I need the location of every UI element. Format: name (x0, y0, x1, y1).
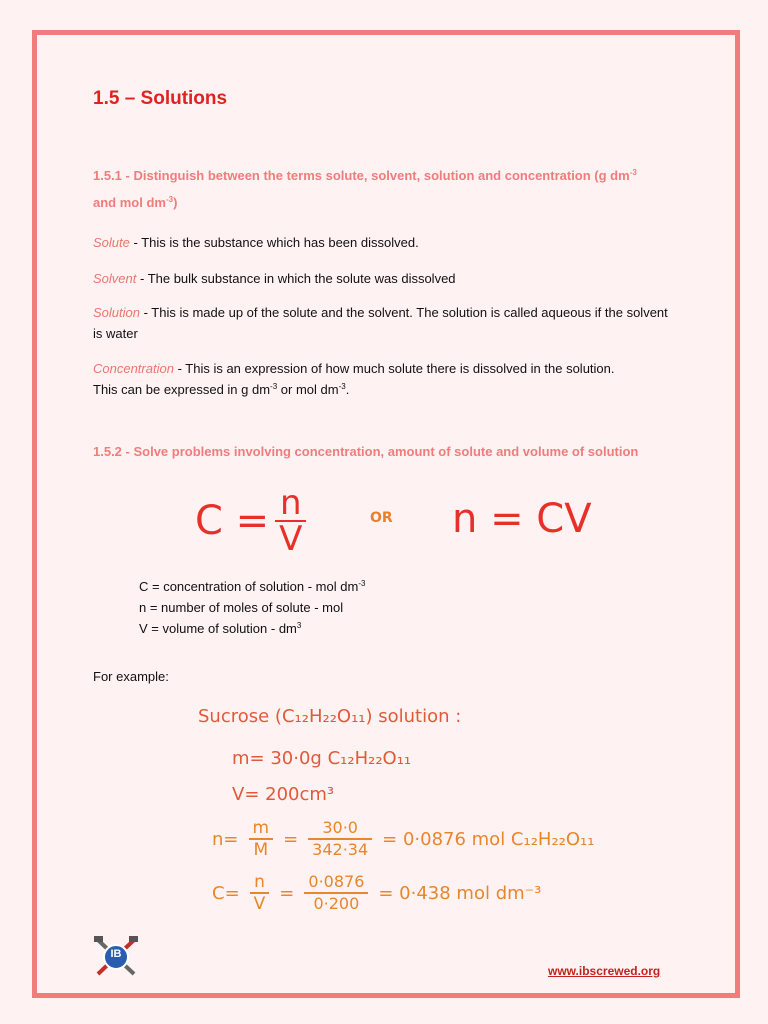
definition-solute (93, 232, 419, 253)
concentration-fraction-numeric (304, 872, 368, 914)
legend-item (139, 618, 365, 639)
definition-concentration (93, 358, 678, 400)
definition-solution (93, 302, 678, 344)
legend-item (139, 576, 365, 597)
example-line-moles (212, 818, 594, 860)
definition-text: - This is an expression of how much solute there is dissolved in the solution. (173, 361, 615, 376)
equals-sign: = (279, 882, 295, 904)
equals-sign: = (283, 828, 299, 850)
ib-logo-text: IB (110, 948, 122, 960)
fraction-numerator: n (250, 872, 270, 894)
formula-legend (139, 576, 365, 639)
definition-text: - The bulk substance in which the solute was dissolved (136, 271, 456, 286)
legend-text: V = volume of solution - dm (139, 621, 297, 636)
superscript: -3 (338, 382, 346, 391)
formula-or: OR (370, 510, 393, 526)
term-solute: Solute (93, 235, 130, 250)
fraction-numerator: 30·0 (308, 818, 372, 840)
section-1-title-text-2: and mol dm (93, 195, 166, 210)
definition-text: - This is made up of the solute and the solvent. The solution is called aqueous if the solvent is water (93, 305, 668, 341)
term-solvent: Solvent (93, 271, 137, 286)
footer-website-link[interactable]: www.ibscrewed.org (548, 964, 661, 978)
fraction-numerator: 0·0876 (304, 872, 368, 894)
formula-v: V (279, 519, 303, 559)
moles-lhs: n= (212, 828, 239, 850)
formula-c: C = (195, 498, 270, 544)
legend-item (139, 597, 365, 618)
term-solution: Solution (93, 305, 140, 320)
example-line-sucrose: Sucrose (C₁₂H₂₂O₁₁) solution : (198, 706, 462, 727)
formula-fraction (275, 483, 306, 559)
superscript: 3 (296, 621, 302, 630)
moles-fraction-symbolic (249, 818, 274, 860)
fraction-numerator: m (249, 818, 274, 840)
ib-logo (92, 934, 140, 980)
fraction-denominator: V (253, 894, 266, 914)
concentration-result: = 0·438 mol dm⁻³ (378, 882, 542, 904)
definition-solvent (93, 268, 456, 289)
definition-text-end: . (345, 382, 350, 397)
fraction-denominator: M (253, 840, 269, 860)
superscript: -3 (165, 195, 174, 204)
legend-text: C = concentration of solution - mol dm (139, 579, 359, 594)
superscript: -3 (270, 382, 278, 391)
example-label: For example: (93, 669, 169, 684)
definition-text-2: This can be expressed in g dm (93, 382, 271, 397)
section-1-title-close: ) (173, 195, 178, 210)
definition-text: - This is the substance which has been dissolved. (129, 235, 419, 250)
superscript: -3 (358, 579, 366, 588)
concentration-lhs: C= (212, 882, 240, 904)
page-title: 1.5 – Solutions (93, 88, 228, 109)
legend-text: n = number of moles of solute - mol (139, 600, 344, 615)
formula-c-equals-n-over-v (195, 483, 306, 559)
example-line-volume: V= 200cm³ (232, 784, 335, 805)
section-1-title-text: 1.5.1 - Distinguish between the terms solute, solvent, solution and concentration (g dm (93, 168, 630, 183)
moles-result: = 0·0876 mol C₁₂H₂₂O₁₁ (382, 828, 595, 850)
definition-text-mid: or mol dm (277, 382, 339, 397)
example-line-mass: m= 30·0g C₁₂H₂₂O₁₁ (232, 748, 412, 769)
superscript: -3 (629, 168, 637, 177)
formula-n: n (275, 486, 306, 522)
section-1-title (93, 162, 683, 216)
formula-n-equals-cv: n = CV (452, 496, 592, 542)
fraction-denominator: 0·200 (313, 894, 360, 913)
moles-fraction-numeric (308, 818, 372, 860)
term-concentration: Concentration (93, 361, 174, 376)
fraction-denominator: 342·34 (312, 840, 369, 859)
section-2-title: 1.5.2 - Solve problems involving concentration, amount of solute and volume of solution (93, 444, 639, 459)
example-line-concentration (212, 872, 541, 914)
concentration-fraction-symbolic (250, 872, 270, 914)
